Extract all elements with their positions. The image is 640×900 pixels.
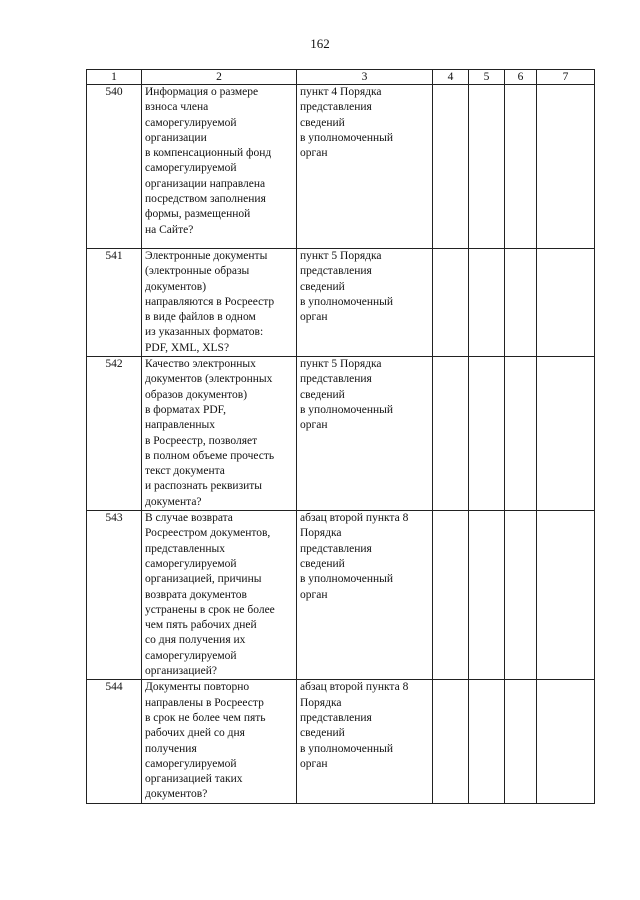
cell-col6 xyxy=(505,357,537,511)
header-row xyxy=(87,70,595,85)
column-header-7: 7 xyxy=(537,70,595,85)
page-number: 162 xyxy=(310,36,330,51)
reference-cell: пункт 5 Порядка представления сведений в уполномоченный орган xyxy=(297,357,433,511)
cell-col4 xyxy=(433,680,469,803)
reference-cell: пункт 4 Порядка представления сведений в уполномоченный орган xyxy=(297,85,433,249)
table-row xyxy=(87,249,595,357)
cell-col4 xyxy=(433,249,469,357)
cell-col6 xyxy=(505,85,537,249)
column-header-4: 4 xyxy=(433,70,469,85)
cell-col5 xyxy=(469,357,505,511)
column-header-3: 3 xyxy=(297,70,433,85)
cell-col5 xyxy=(469,680,505,803)
cell-col7 xyxy=(537,680,595,803)
question-cell: В случае возврата Росреестром документов, представленных саморегулируемой организацией, причины возврата документов устранены в срок не более чем пять рабочих дней со дня получения их саморегулируемой организацией? xyxy=(142,511,297,680)
table-row xyxy=(87,511,595,680)
column-header-1: 1 xyxy=(87,70,142,85)
cell-col4 xyxy=(433,85,469,249)
row-number: 541 xyxy=(87,249,142,357)
cell-col7 xyxy=(537,249,595,357)
table-row xyxy=(87,680,595,803)
cell-col7 xyxy=(537,357,595,511)
cell-col7 xyxy=(537,511,595,680)
cell-col4 xyxy=(433,357,469,511)
column-header-5: 5 xyxy=(469,70,505,85)
cell-col5 xyxy=(469,85,505,249)
column-header-2: 2 xyxy=(142,70,297,85)
reference-cell: абзац второй пункта 8 Порядка представления сведений в уполномоченный орган xyxy=(297,511,433,680)
cell-col7 xyxy=(537,85,595,249)
cell-col6 xyxy=(505,249,537,357)
cell-col6 xyxy=(505,511,537,680)
row-number: 542 xyxy=(87,357,142,511)
question-cell: Качество электронных документов (электронных образов документов) в форматах PDF, направленных в Росреестр, позволяет в полном объеме прочесть текст документа и распознать реквизиты документа? xyxy=(142,357,297,511)
reference-cell: пункт 5 Порядка представления сведений в уполномоченный орган xyxy=(297,249,433,357)
question-cell: Электронные документы (электронные образы документов) направляются в Росреестр в виде файлов в одном из указанных форматов: PDF, XML, XLS? xyxy=(142,249,297,357)
reference-cell: абзац второй пункта 8 Порядка представления сведений в уполномоченный орган xyxy=(297,680,433,803)
row-number: 540 xyxy=(87,85,142,249)
cell-col4 xyxy=(433,511,469,680)
row-number: 544 xyxy=(87,680,142,803)
cell-col6 xyxy=(505,680,537,803)
checklist-table xyxy=(86,69,595,804)
table-row xyxy=(87,357,595,511)
table-row xyxy=(87,85,595,249)
cell-col5 xyxy=(469,511,505,680)
question-cell: Документы повторно направлены в Росреестр в срок не более чем пять рабочих дней со дня получения саморегулируемой организацией таких документов? xyxy=(142,680,297,803)
question-cell: Информация о размере взноса члена саморегулируемой организации в компенсационный фонд саморегулируемой организации направлена посредством заполнения формы, размещенной на Сайте? xyxy=(142,85,297,249)
row-number: 543 xyxy=(87,511,142,680)
column-header-6: 6 xyxy=(505,70,537,85)
cell-col5 xyxy=(469,249,505,357)
